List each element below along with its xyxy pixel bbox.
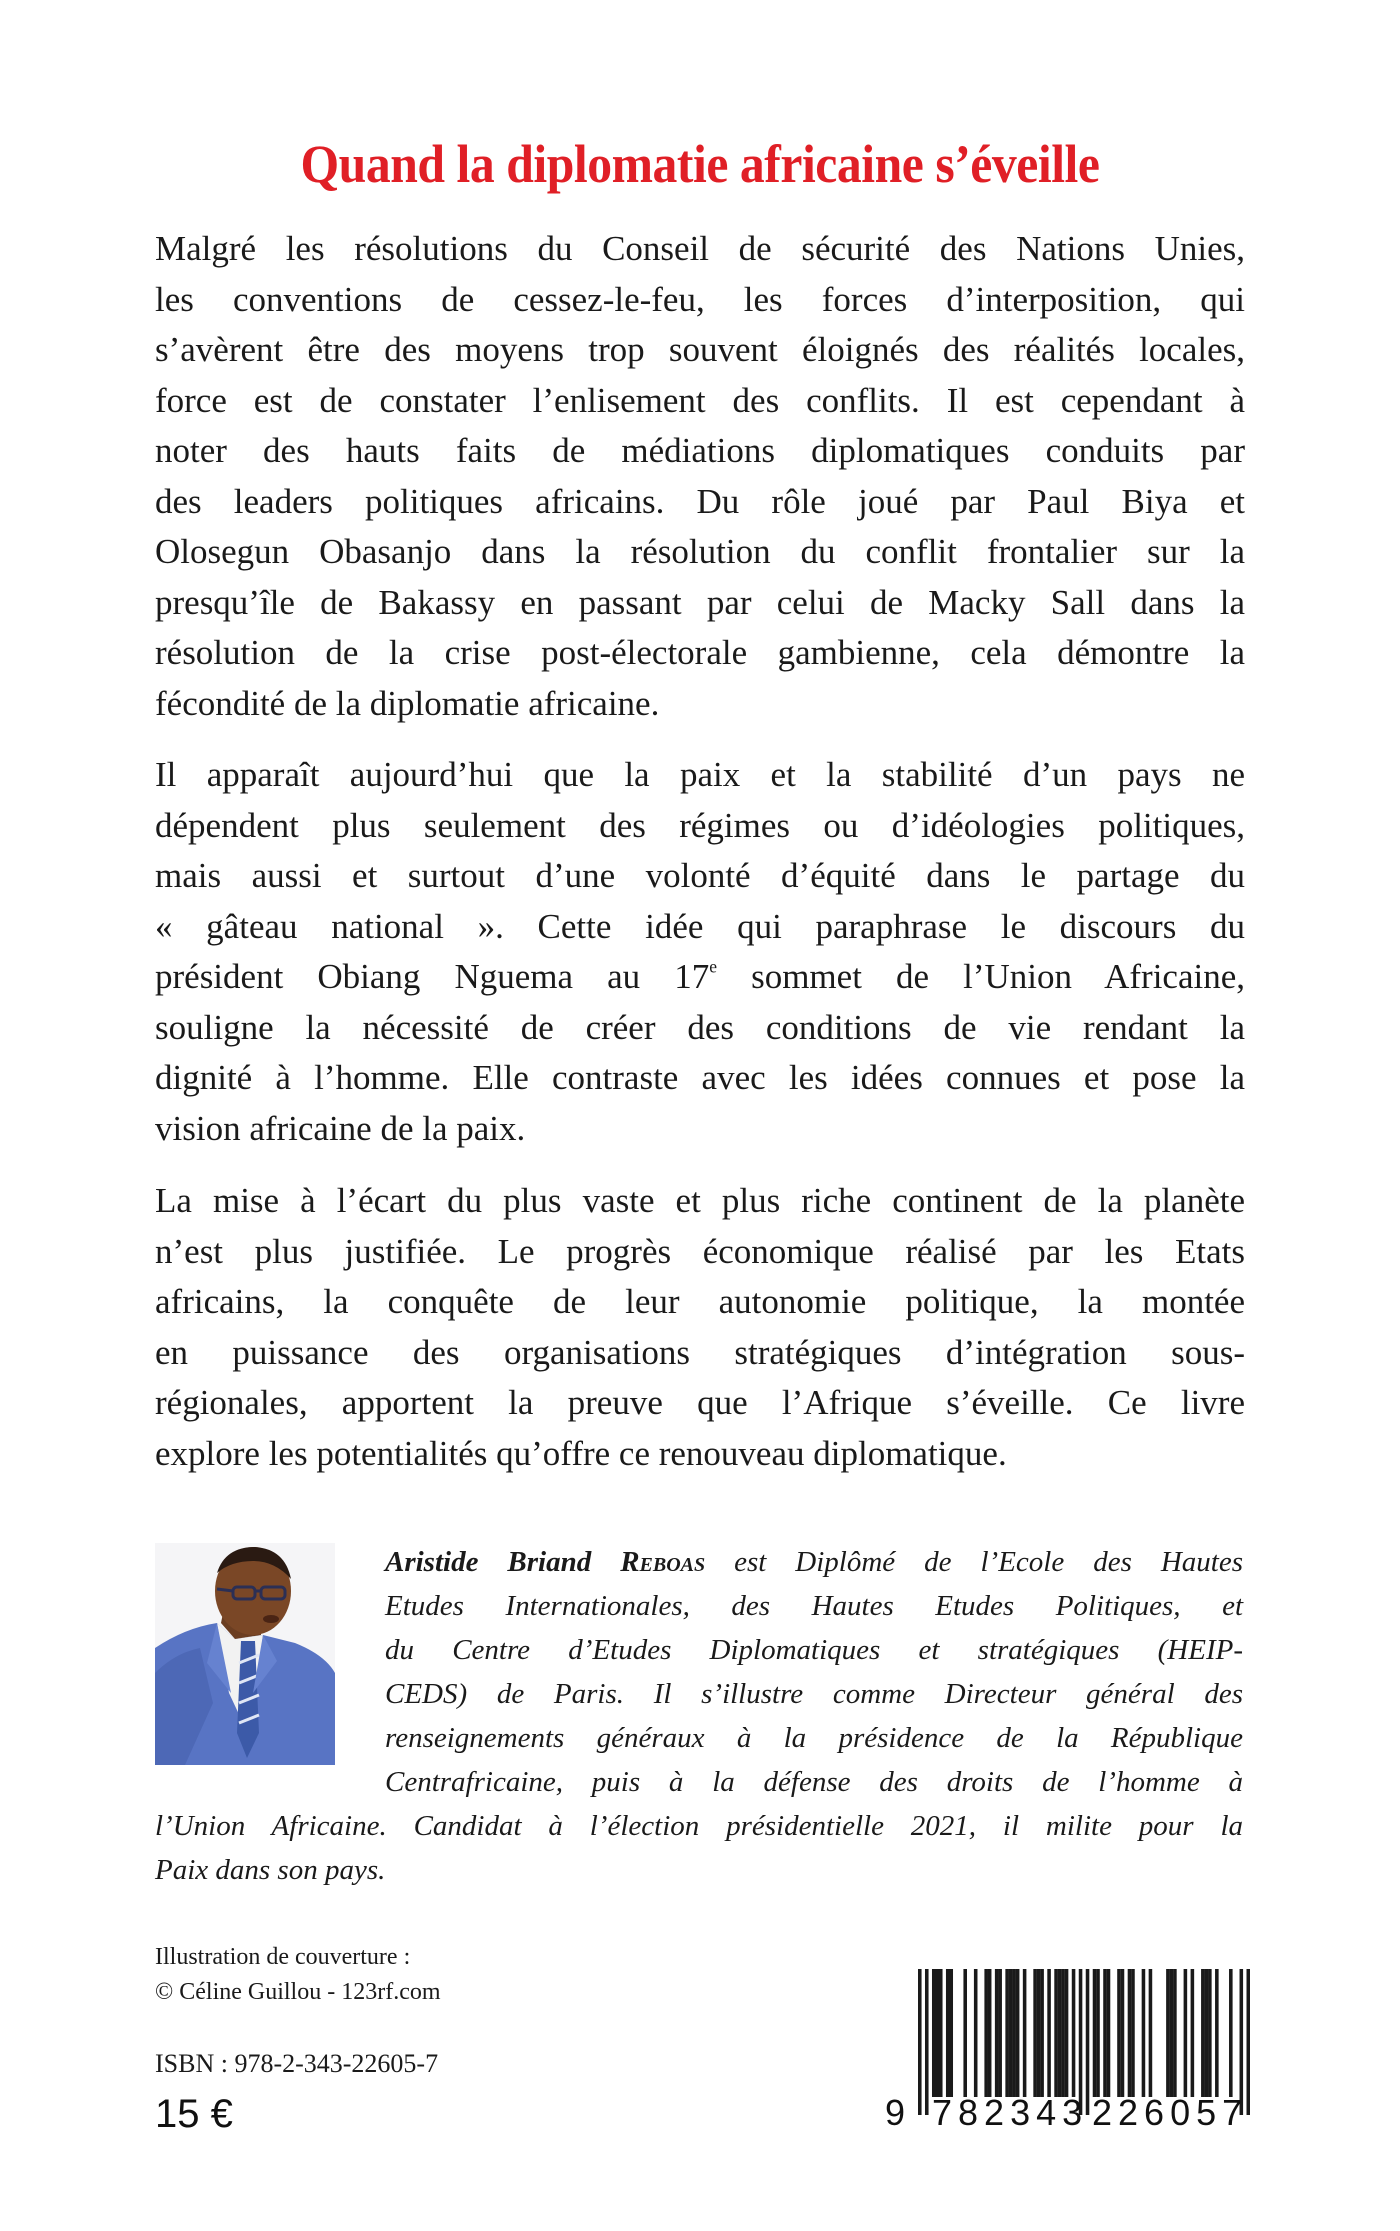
author-first-name: Aristide Briand — [385, 1546, 621, 1578]
text-line: explore les potentialités qu’offre ce renouveau diplomatique. — [155, 1433, 1007, 1473]
credit-source: © Céline Guillou - 123rf.com — [155, 1979, 441, 2005]
summary-paragraph-3 — [155, 1176, 1245, 1479]
summary-paragraph-1 — [155, 224, 1245, 729]
superscript: e — [709, 956, 718, 977]
text-line: renseignements généraux à la présidence de la République — [385, 1722, 1243, 1754]
text-line: s’avèrent être des moyens trop souvent éloignés des réalités locales, — [155, 330, 1245, 369]
text-line: l’Union Africaine. Candidat à l’élection présidentielle 2021, il milite pour la — [155, 1810, 1243, 1842]
text-line: CEDS) de Paris. Il s’illustre comme Directeur général des — [385, 1678, 1243, 1710]
author-photo — [155, 1543, 335, 1765]
cover-illustration-credit — [155, 1940, 441, 2010]
barcode-right-digits: 226057 — [1092, 2092, 1249, 2133]
text-line: Paix dans son pays. — [155, 1854, 386, 1886]
text-line: Etudes Internationales, des Hautes Etudes Politiques, et — [385, 1590, 1243, 1622]
text-line: mais aussi et surtout d’une volonté d’équité dans le partage du — [155, 856, 1245, 895]
text-line: fécondité de la diplomatie africaine. — [155, 683, 660, 723]
text-line: noter des hauts faits de médiations diplomatiques conduits par — [155, 431, 1245, 470]
barcode-left-digits: 782343 — [932, 2092, 1089, 2133]
ean13-barcode — [880, 1965, 1260, 2135]
text-line: en puissance des organisations stratégiques d’intégration sous- — [155, 1332, 1245, 1372]
credit-label: Illustration de couverture : — [155, 1944, 411, 1970]
text-segment: président Obiang Nguema au 17 — [155, 957, 710, 996]
author-bio-continued — [155, 1804, 1243, 1892]
text-line: « gâteau national ». Cette idée qui paraphrase le discours du — [155, 906, 1245, 946]
author-bio — [385, 1540, 1243, 1804]
text-line: Olosegun Obasanjo dans la résolution du conflit frontalier sur la — [155, 532, 1245, 571]
text-line: vision africaine de la paix. — [155, 1108, 526, 1148]
text-line: Il apparaît aujourd’hui que la paix et la stabilité d’un pays ne — [155, 755, 1245, 794]
author-name — [385, 1546, 705, 1578]
text-segment: sommet de l’Union Africaine, — [717, 957, 1246, 996]
text-line: Malgré les résolutions du Conseil de sécurité des Nations Unies, — [155, 229, 1245, 268]
author-portrait-icon — [155, 1543, 335, 1765]
text-line: les conventions de cessez-le-feu, les forces d’interposition, qui — [155, 279, 1245, 319]
text-line: résolution de la crise post-électorale gambienne, cela démontre la — [155, 633, 1245, 672]
price: 15 € — [155, 2092, 233, 2136]
text-line: La mise à l’écart du plus vaste et plus riche continent de la planète — [155, 1181, 1245, 1220]
text-segment: est Diplômé de l’Ecole des Hautes — [705, 1546, 1243, 1578]
text-line: Centrafricaine, puis à la défense des droits de l’homme à — [385, 1766, 1243, 1798]
barcode-first-digit: 9 — [885, 2092, 906, 2133]
text-line: africains, la conquête de leur autonomie politique, la montée — [155, 1282, 1245, 1321]
text-line: souligne la nécessité de créer des conditions de vie rendant la — [155, 1007, 1245, 1047]
text-line: force est de constater l’enlisement des conflits. Il est cependant à — [155, 380, 1245, 420]
text-line — [155, 952, 1245, 1003]
text-line: dépendent plus seulement des régimes ou d’idéologies politiques, — [155, 805, 1245, 845]
summary-paragraph-2 — [155, 750, 1245, 1154]
text-line: régionales, apportent la preuve que l’Afrique s’éveille. Ce livre — [155, 1383, 1245, 1422]
text-line: du Centre d’Etudes Diplomatiques et stratégiques (HEIP- — [385, 1634, 1243, 1666]
text-line: presqu’île de Bakassy en passant par celui de Macky Sall dans la — [155, 582, 1245, 622]
text-line: dignité à l’homme. Elle contraste avec les idées connues et pose la — [155, 1058, 1245, 1097]
text-line — [385, 1540, 1243, 1584]
text-line: n’est plus justifiée. Le progrès économique réalisé par les Etats — [155, 1231, 1245, 1271]
text-line: des leaders politiques africains. Du rôle joué par Paul Biya et — [155, 481, 1245, 521]
book-title: Quand la diplomatie africaine s’éveille — [300, 134, 1100, 195]
isbn: ISBN : 978-2-343-22605-7 — [155, 2049, 439, 2078]
author-last-name: Reboas — [620, 1546, 706, 1578]
